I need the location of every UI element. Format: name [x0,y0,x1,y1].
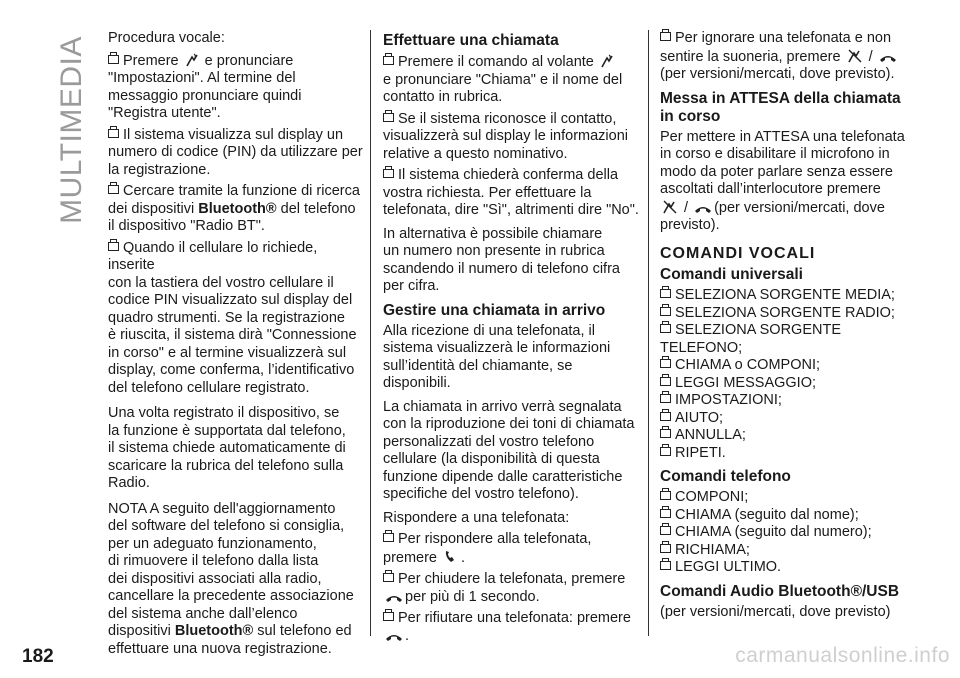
bullet-icon [660,544,671,553]
bullet-icon [660,289,671,298]
mute-voice-icon [662,199,678,215]
list-item: CHIAMA (seguito dal nome); [660,507,916,525]
list-item: RICHIAMA; [660,542,916,560]
bullet-icon [108,55,119,64]
step: Premere il comando al volante e pronunciare "Chiama" e il nome del contatto in rubrica. [383,54,623,105]
column-3 [660,30,916,625]
page-number: 182 [22,646,54,667]
bullet-icon [660,561,671,570]
paragraph: Per mettere in ATTESA una telefonata in corso e disabilitare il microfono in modo da poter parlare senza essere ascoltati dall’interlocutore premere / (per versioni/mercati, dove previsto). [660,128,905,233]
list-item: LEGGI MESSAGGIO; [660,375,916,393]
section-heading: Comandi universali [660,266,803,283]
bullet-icon [660,359,671,368]
list-item: LEGGI ULTIMO. [660,559,916,577]
list-item: CHIAMA (seguito dal numero); [660,524,916,542]
column-divider-2 [648,30,649,636]
step: Il sistema visualizza sul display un numero di codice (PIN) da utilizzare per la registrazione. [108,126,363,178]
list-item: CHIAMA o COMPONI; [660,357,916,375]
paragraph: Rispondere a una telefonata: [383,509,570,526]
section-heading: Effettuare una chiamata [383,32,559,49]
list-item: IMPOSTAZIONI; [660,392,916,410]
paragraph: La chiamata in arrivo verrà segnalata con la riproduzione dei toni di chiamata personalizzati del vostro telefono cellulare (la disponibilità di questa funzione dipende dalle caratteristiche specifiche del vostro telefono). [383,398,635,502]
paragraph: (per versioni/mercati, dove previsto) [660,603,891,620]
step: Per rispondere alla telefonata, premere . [383,531,592,566]
list-item: SELEZIONA SORGENTE RADIO; [660,305,916,323]
bullet-icon [660,394,671,403]
bullet-icon [660,32,671,41]
phone-commands-list [660,489,916,577]
section-label: MULTIMEDIA [55,36,88,224]
bullet-icon [660,412,671,421]
phone-hangup-icon [694,203,712,215]
section-heading: Messa in ATTESA della chiamata in corso [660,89,901,125]
bullet-icon [660,526,671,535]
phone-hangup-icon [879,52,897,64]
bullet-icon [660,429,671,438]
step: Per ignorare una telefonata e non sentire la suoneria, premere / (per versioni/mercati, dove previsto). [660,30,916,84]
section-heading: Comandi Audio Bluetooth®/USB [660,582,900,600]
column-1 [108,30,364,662]
paragraph: Procedura vocale: [108,30,225,46]
list-item: AIUTO; [660,410,916,428]
list-item: SELEZIONA SORGENTE MEDIA; [660,287,916,305]
phone-answer-icon [443,549,459,565]
column-2 [383,30,639,649]
bullet-icon [660,509,671,518]
bullet-icon [383,612,394,621]
bullet-icon [660,324,671,333]
bullet-icon [108,242,119,251]
list-item-continuation: TELEFONO; [660,339,743,356]
paragraph: In alternativa è possibile chiamare un numero non presente in rubrica scandendo il numero di telefono cifra per cifra. [383,225,620,294]
phone-hangup-icon [385,592,403,604]
list-item: ANNULLA; [660,427,916,445]
phone-hangup-icon [385,631,403,643]
section-heading: Gestire una chiamata in arrivo [383,301,606,319]
voice-command-icon [600,53,614,69]
chapter-heading: COMANDI VOCALI [660,244,816,262]
bullet-icon [660,447,671,456]
bullet-icon [108,185,119,194]
bullet-icon [660,307,671,316]
section-side-title [52,20,92,240]
note: NOTA A seguito dell'aggiornamento del software del telefono si consiglia, per un adeguato funzionamento, di rimuovere il telefono dalla lista dei dispositivi associati alla radio, cancellare la precedente associazione del sistema anche dall’elenco dispositivi Bluetooth® sul telefono ed effettuare una nuova registrazione. [108,500,354,657]
step: Per chiudere la telefonata, premere per più di 1 secondo. [383,571,639,606]
paragraph: Una volta registrato il dispositivo, se la funzione è supportata dal telefono, il sistema chiede automaticamente di scaricare la rubrica del telefono sulla Radio. [108,405,346,491]
step: Il sistema chiederà conferma della vostra richiesta. Per effettuare la telefonata, dire "Sì", altrimenti dire "No". [383,167,639,218]
bullet-icon [660,491,671,500]
list-item: COMPONI; [660,489,916,507]
step: Premere e pronunciare "Impostazioni". Al termine del messaggio pronunciare quindi "Registra utente". [108,52,302,121]
bullet-icon [108,129,119,138]
bullet-icon [383,573,394,582]
bullet-icon [383,169,394,178]
list-item: RIPETI. [660,445,916,463]
step: Quando il cellulare lo richiede, inserite con la tastiera del vostro cellulare il codice PIN visualizzato sul display del quadro strumenti. Se la registrazione è riuscita, il sistema dirà "Connessione in corso" e al termine visualizzerà sul display, come conferma, l’identificativo del telefono cellulare registrato. [108,239,357,396]
bullet-icon [383,56,394,65]
step: Per rifiutare una telefonata: premere . [383,610,639,645]
paragraph: Alla ricezione di una telefonata, il sistema visualizzerà le informazioni sull’identità del chiamante, se disponibili. [383,322,611,391]
universal-commands-list [660,287,916,462]
step: Se il sistema riconosce il contatto, visualizzerà sul display le informazioni relative a questo nominativo. [383,110,628,162]
section-heading: Comandi telefono [660,468,791,485]
step: Cercare tramite la funzione di ricerca dei dispositivi Bluetooth® del telefono il dispositivo "Radio BT". [108,183,360,234]
bullet-icon [660,377,671,386]
mute-voice-icon [847,48,863,64]
watermark: carmanualsonline.info [735,644,950,667]
bullet-icon [383,113,394,122]
list-item: SELEZIONA SORGENTE [660,322,916,340]
column-divider-1 [370,30,371,636]
bullet-icon [383,533,394,542]
voice-command-icon [185,52,199,68]
